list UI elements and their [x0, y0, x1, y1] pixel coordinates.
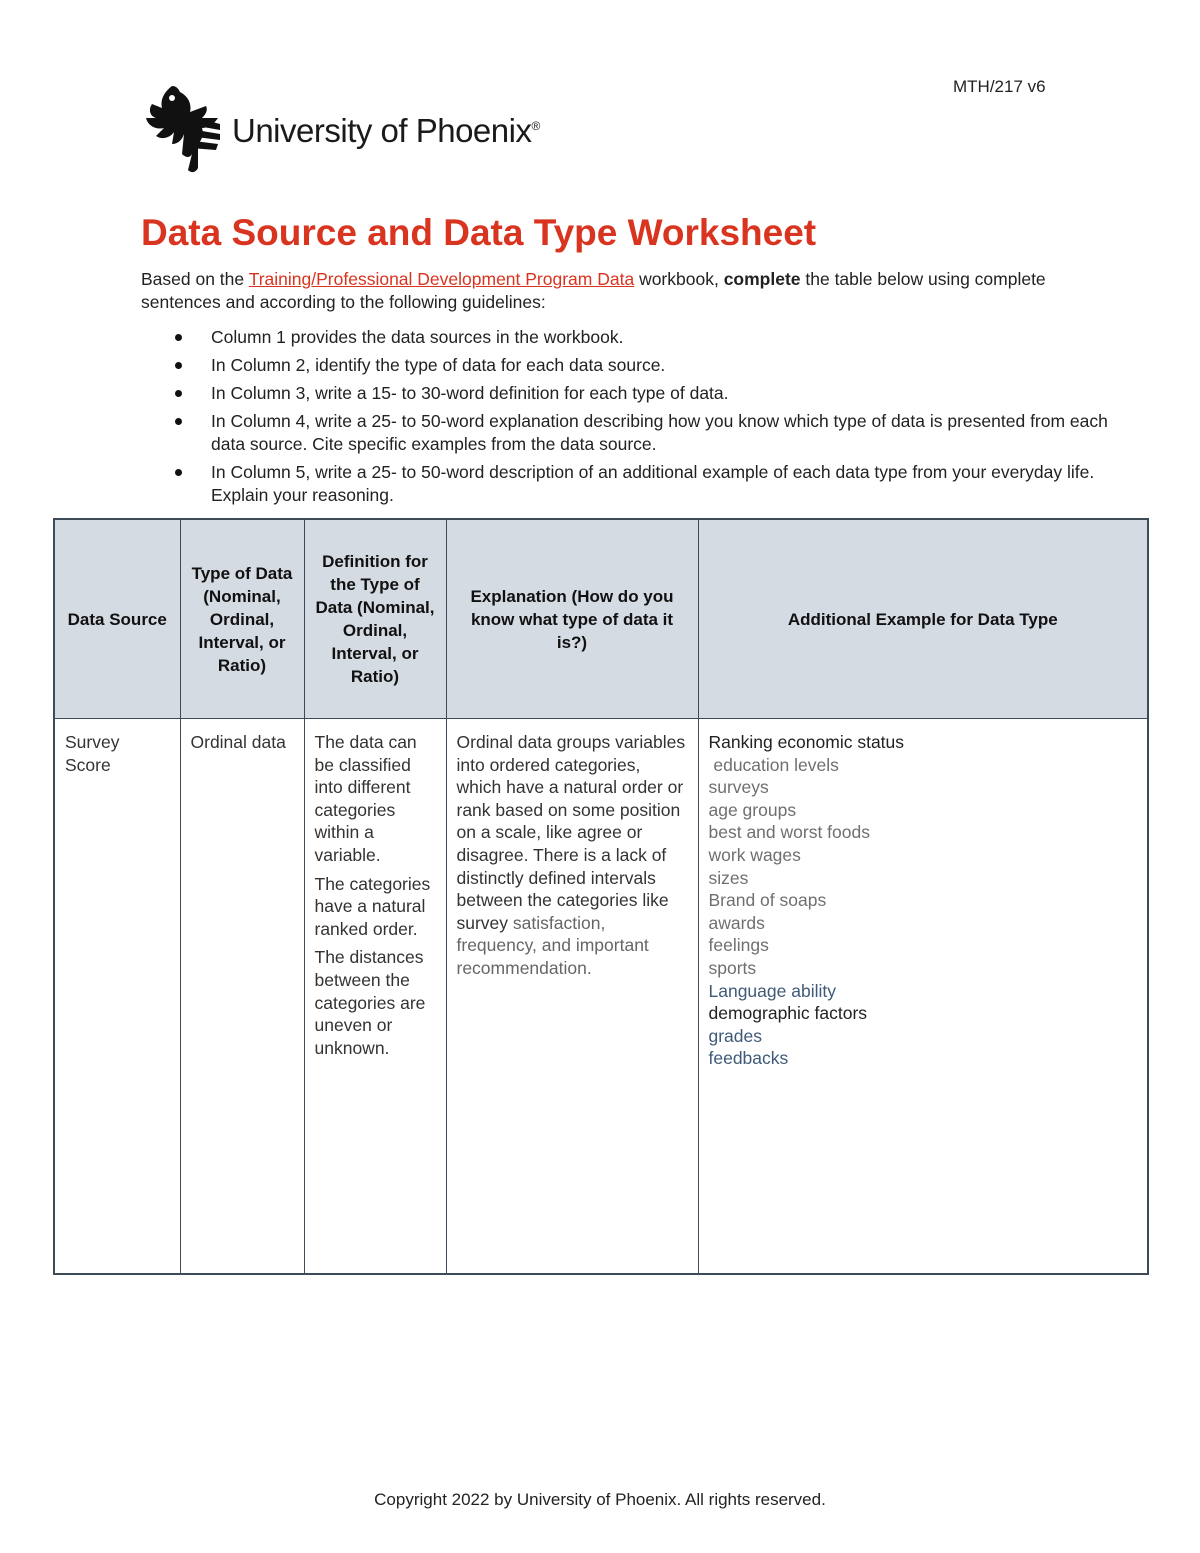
table-row: [54, 719, 1148, 1275]
cell-explanation[interactable]: Ordinal data groups variables into ordered categories, which have a natural order or rank based on some position on a scale, like agree or disagree. There is a lack of distinctly defined intervals between the categories like survey satisfaction, frequency, and important recommendation.: [446, 719, 698, 1275]
program-data-link[interactable]: Training/Professional Development Program Data: [248, 269, 635, 289]
list-item: In Column 5, write a 25- to 50-word description of an additional example of each data type from your everyday life. Explain your reasoning.: [211, 461, 1111, 507]
cell-data-source[interactable]: Survey Score: [54, 719, 180, 1275]
example-item: Ranking economic status: [708, 732, 905, 752]
cell-definition[interactable]: The data can be classified into different categories within a variable. The categories have a natural ranked order. The distances between the categories are uneven or unknown.: [304, 719, 446, 1275]
list-item: In Column 2, identify the type of data for each data source.: [211, 354, 1111, 377]
list-item: In Column 4, write a 25- to 50-word explanation describing how you know which type of data is presented from each data source. Cite specific examples from the data source.: [211, 410, 1111, 456]
header-explanation: Explanation (How do you know what type of data it is?): [446, 519, 698, 719]
intro-paragraph: [141, 268, 1051, 314]
example-item: age groups: [708, 799, 797, 820]
logo-wordmark: University of Phoenix: [232, 112, 532, 149]
intro-suffix: the table below using complete sentences and according to the following guidelines:: [141, 269, 1046, 312]
example-item: Brand of soaps: [708, 890, 827, 911]
cell-additional-examples[interactable]: [698, 719, 1148, 1275]
university-logo: [142, 84, 540, 176]
example-item: sports: [708, 957, 757, 978]
example-item: best and worst foods: [708, 822, 870, 843]
intro-middle: workbook,: [634, 269, 724, 289]
bullet-icon: [175, 418, 182, 425]
page-title: Data Source and Data Type Worksheet: [141, 212, 817, 253]
example-item: awards: [708, 912, 765, 933]
bullet-icon: [175, 390, 182, 397]
intro-bold: complete: [723, 269, 801, 289]
guidelines-list: [141, 326, 1111, 512]
example-item: education levels: [708, 754, 839, 775]
list-item: In Column 3, write a 15- to 30-word definition for each type of data.: [211, 382, 1111, 405]
copyright-footer: Copyright 2022 by University of Phoenix. All rights reserved.: [374, 1490, 826, 1509]
bullet-icon: [175, 469, 182, 476]
example-item: Language ability: [708, 980, 836, 1001]
example-item: demographic factors: [708, 1003, 868, 1024]
example-item: feelings: [708, 935, 769, 956]
example-item: sizes: [708, 867, 749, 888]
header-additional-example: Additional Example for Data Type: [698, 519, 1148, 719]
phoenix-bird-icon: [142, 84, 222, 176]
bullet-icon: [175, 362, 182, 369]
cell-data-type[interactable]: Ordinal data: [180, 719, 304, 1275]
example-item: grades: [708, 1025, 763, 1046]
table-header-row: [54, 519, 1148, 719]
worksheet-table: [53, 518, 1149, 1275]
registered-mark: ®: [531, 119, 540, 133]
course-code: MTH/217 v6: [953, 77, 1046, 96]
example-item: surveys: [708, 777, 769, 798]
header-type-of-data: Type of Data (Nominal, Ordinal, Interval, or Ratio): [180, 519, 304, 719]
header-data-source: Data Source: [54, 519, 180, 719]
example-item: work wages: [708, 844, 801, 865]
header-definition: Definition for the Type of Data (Nominal, Ordinal, Interval, or Ratio): [304, 519, 446, 719]
bullet-icon: [175, 334, 182, 341]
list-item: Column 1 provides the data sources in the workbook.: [211, 326, 1111, 349]
intro-prefix: Based on the: [141, 269, 249, 289]
example-item: feedbacks: [708, 1048, 789, 1069]
